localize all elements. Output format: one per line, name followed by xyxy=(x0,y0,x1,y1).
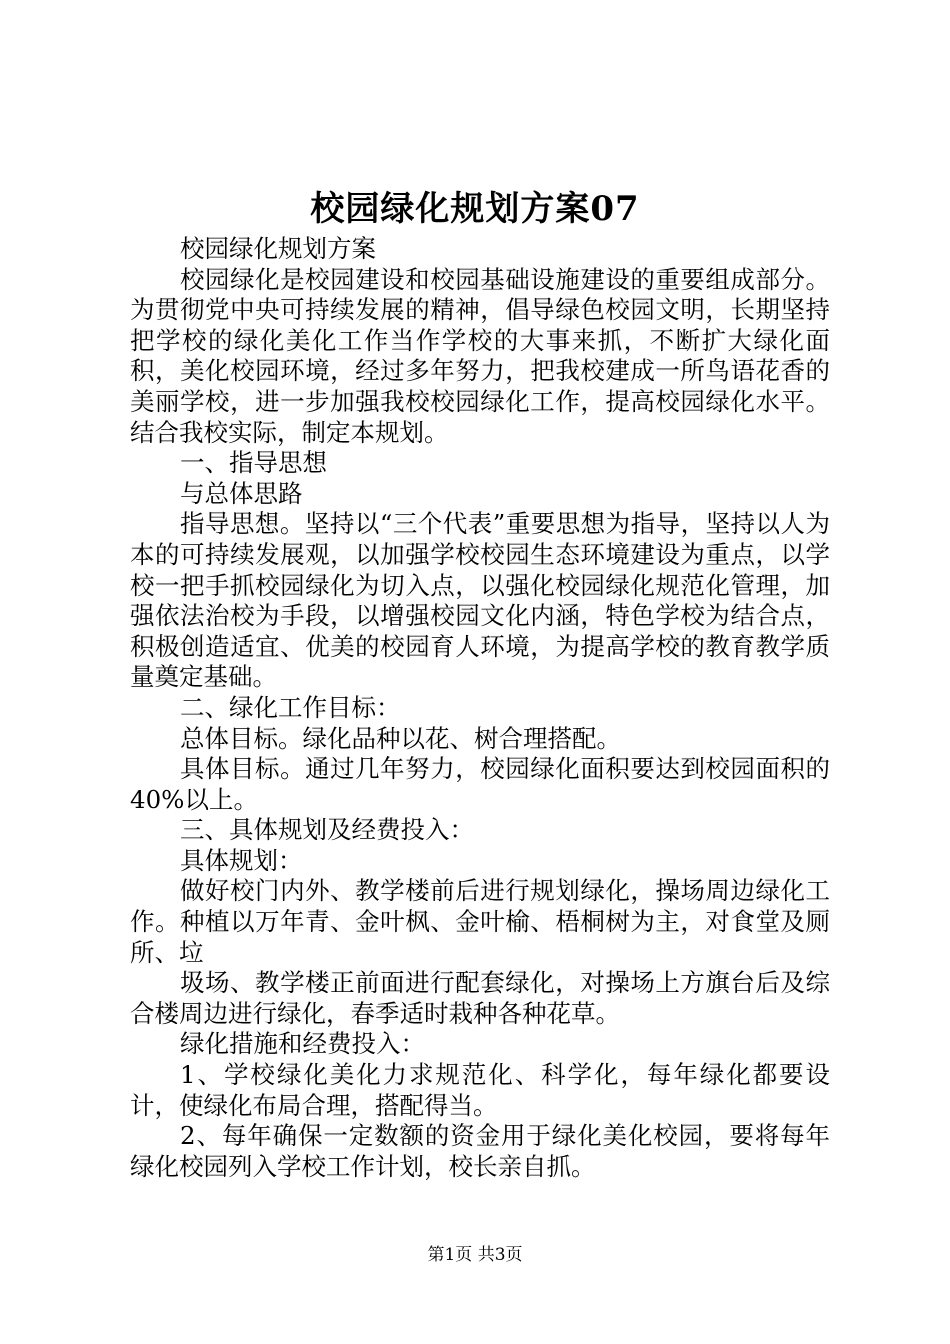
heading-greening-goals: 二、绿化工作目标： xyxy=(180,692,401,722)
paragraph-specific-plan-2: 圾场、教学楼正前面进行配套绿化，对操场上方旗台后及综合楼周边进行绿化，春季适时栽种各种花草。 xyxy=(130,968,830,1028)
heading-overall-approach: 与总体思路 xyxy=(180,478,303,508)
paragraph-guiding-thought: 指导思想。坚持以“三个代表”重要思想为指导，坚持以人为本的可持续发展观，以加强学校校园生态环境建设为重点，以学校一把手抓校园绿化为切入点，以强化校园绿化规范化管理，加强依法治校为手段，以增强校园文化内涵，特色学校为结合点，积极创造适宜、优美的校园育人环境，为提高学校的教育教学质量奠定基础。 xyxy=(130,509,830,692)
document-body xyxy=(130,234,830,1182)
document-title: 校园绿化规划方案07 xyxy=(310,189,640,229)
paragraph-overall-goal: 总体目标。绿化品种以花、树合理搭配。 xyxy=(180,723,621,753)
paragraph-measure-1: 1、学校绿化美化力求规范化、科学化，每年绿化都要设计，使绿化布局合理，搭配得当。 xyxy=(130,1060,830,1120)
page-footer: 第1页 共3页 xyxy=(427,1245,523,1265)
heading-plan-and-funding: 三、具体规划及经费投入： xyxy=(180,815,474,845)
heading-specific-plan: 具体规划： xyxy=(180,845,303,875)
paragraph-specific-plan-1: 做好校门内外、教学楼前后进行规划绿化，操场周边绿化工作。种植以万年青、金叶枫、金叶榆、梧桐树为主，对食堂及厕所、垃 xyxy=(130,876,830,967)
heading-guiding-thought: 一、指导思想 xyxy=(180,448,327,478)
paragraph-specific-goal: 具体目标。通过几年努力，校园绿化面积要达到校园面积的40%以上。 xyxy=(130,754,830,814)
heading-measures-funding: 绿化措施和经费投入： xyxy=(180,1029,425,1059)
paragraph-subtitle: 校园绿化规划方案 xyxy=(180,234,376,263)
paragraph-measure-2: 2、每年确保一定数额的资金用于绿化美化校园，要将每年绿化校园列入学校工作计划，校长亲自抓。 xyxy=(130,1121,830,1181)
paragraph-intro: 校园绿化是校园建设和校园基础设施建设的重要组成部分。为贯彻党中央可持续发展的精神，倡导绿色校园文明，长期坚持把学校的绿化美化工作当作学校的大事来抓，不断扩大绿化面积，美化校园环境，经过多年努力，把我校建成一所鸟语花香的美丽学校，进一步加强我校校园绿化工作，提高校园绿化水平。结合我校实际，制定本规划。 xyxy=(130,264,830,447)
